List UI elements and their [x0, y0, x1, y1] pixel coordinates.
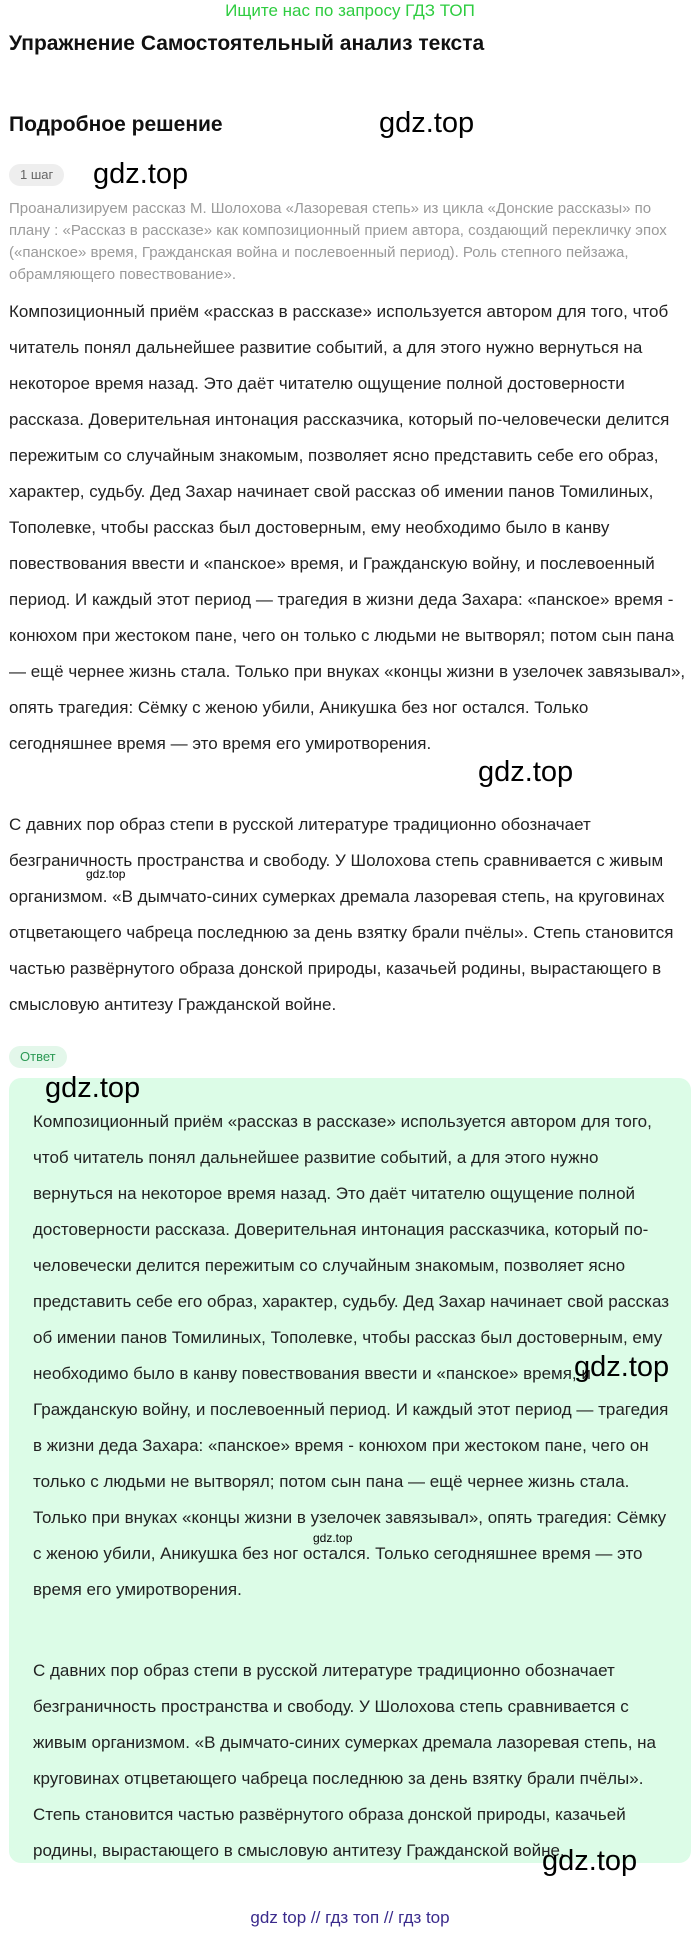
watermark: gdz.top — [478, 756, 574, 788]
task-description: Проанализируем рассказ М. Шолохова «Лазоревая степь» из цикла «Донские рассказы» по плану : «Рассказ в рассказе» как композиционный прием автора, создающий перекличку эпох («панское» время, Гражданская война и послевоенный период). Роль степного пейзажа, обрамляющего повествование». — [9, 200, 667, 283]
footer-links[interactable]: gdz top // гдз топ // гдз top — [250, 1908, 450, 1927]
search-banner: Ищите нас по запросу ГДЗ ТОП — [225, 1, 475, 20]
watermark: gdz.top — [86, 867, 126, 881]
exercise-title: Упражнение Самостоятельный анализ текста — [9, 32, 485, 55]
answer-paragraph-2: С давних пор образ степи в русской литературе традиционно обозначает безграничность пространства и свободу. У Шолохова степь сравнивается с живым организмом. «В дымчато-синих сумерках дремала лазоревая степь, на круговинах отцветающего чабреца последнюю за день взятку брали пчёлы». Степь становится частью развёрнутого образа донской природы, казачьей родины, вырастающего в смысловую антитезу Гражданской войне. — [33, 1661, 657, 1860]
watermark: gdz.top — [313, 1531, 353, 1545]
answer-paragraph-1: Композиционный приём «рассказ в рассказе» используется автором для того, чтоб читатель понял дальнейшее развитие событий, а для этого нужно вернуться на некоторое время назад. Это даёт читателю ощущение полной достоверности рассказа. Доверительная интонация рассказчика, который по-человечески делится пережитым со случайным знакомым, позволяет ясно представить себе его образ, характер, судьбу. Дед Захар начинает свой рассказ об имении панов Томилиных, Тополевке, чтобы рассказ был достоверным, ему необходимо было в канву повествования ввести и «панское» время, и Гражданскую войну, и послевоенный период. И каждый этот период — трагедия в жизни деда Захара: «панское» время - конюхом при жестоком пане, чего он только с людьми не вытворял; потом сын пана — ещё чернее жизнь стала. Только при внуках «концы жизни в узелочек завязывал», опять трагедия: Сёмку с женою убили, Аникушка без ног остался. Только сегодняшнее время — это время его умиротворения. — [33, 1112, 670, 1599]
watermark: gdz.top — [379, 107, 475, 139]
watermark: gdz.top — [542, 1845, 638, 1877]
watermark: gdz.top — [45, 1072, 141, 1104]
solution-paragraph-2: С давних пор образ степи в русской литературе традиционно обозначает безграничность пространства и свободу. У Шолохова степь сравнивается с живым организмом. «В дымчато-синих сумерках дремала лазоревая степь, на круговинах отцветающего чабреца последнюю за день взятку брали пчёлы». Степь становится частью развёрнутого образа донской природы, казачьей родины, вырастающего в смысловую антитезу Гражданской войне. — [9, 815, 674, 1014]
solution-paragraph-1: Композиционный приём «рассказ в рассказе» используется автором для того, чтоб читатель понял дальнейшее развитие событий, а для этого нужно вернуться на некоторое время назад. Это даёт читателю ощущение полной достоверности рассказа. Доверительная интонация рассказчика, который по-человечески делится пережитым со случайным знакомым, позволяет ясно представить себе его образ, характер, судьбу. Дед Захар начинает свой рассказ об имении панов Томилиных, Тополевке, чтобы рассказ был достоверным, ему необходимо было в канву повествования ввести и «панское» время, и Гражданскую войну, и послевоенный период. И каждый этот период — трагедия в жизни деда Захара: «панское» время - конюхом при жестоком пане, чего он только с людьми не вытворял; потом сын пана — ещё чернее жизнь стала. Только при внуках «концы жизни в узелочек завязывал», опять трагедия: Сёмку с женою убили, Аникушка без ног остался. Только сегодняшнее время — это время его умиротворения. — [9, 302, 686, 753]
step-badge: 1 шаг — [9, 164, 64, 186]
section-title: Подробное решение — [9, 113, 223, 136]
watermark: gdz.top — [574, 1351, 670, 1383]
answer-badge: Ответ — [9, 1046, 67, 1068]
watermark: gdz.top — [93, 158, 189, 190]
